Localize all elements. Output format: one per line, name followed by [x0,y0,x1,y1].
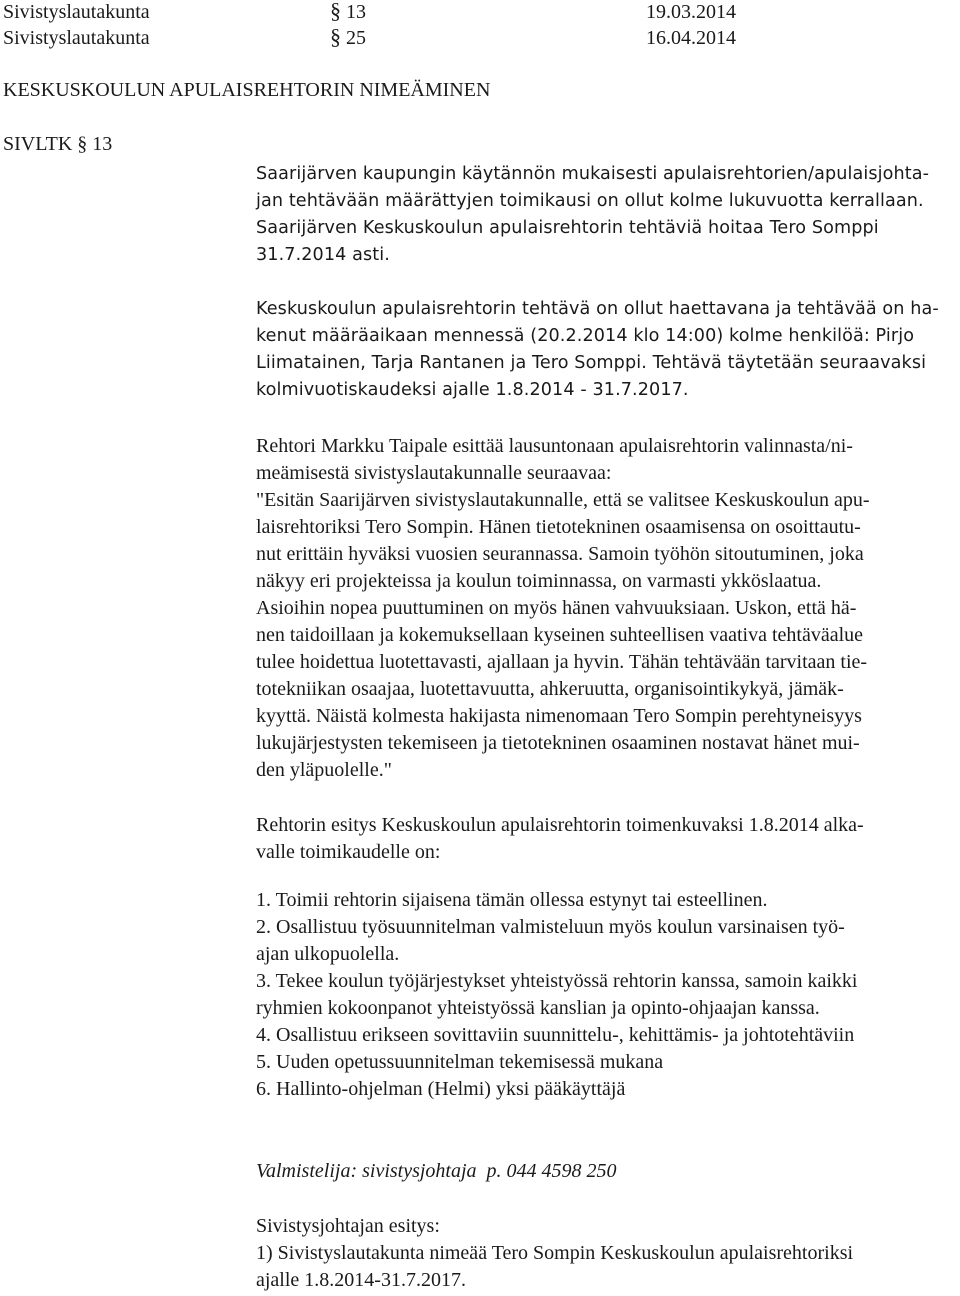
task-list-item: 2. Osallistuu työsuunnitelman valmisteluun myös koulun varsinaisen työ- [256,916,845,938]
paragraph1-line: Saarijärven Keskuskoulun apulaisrehtorin tehtäviä hoitaa Tero Somppi [256,218,879,238]
paragraph3-line: laisrehtoriksi Tero Sompin. Hänen tietotekninen osaamisensa on osoittautu- [256,516,861,538]
task-list-item: 5. Uuden opetussuunnitelman tekemisessä mukana [256,1051,664,1073]
task-list-item: 6. Hallinto-ohjelman (Helmi) yksi pääkäyttäjä [256,1078,626,1100]
paragraph3-line: "Esitän Saarijärven sivistyslautakunnalle, että se valitsee Keskuskoulun apu- [256,489,870,511]
meeting-date: 19.03.2014 [646,1,736,23]
reference: SIVLTK § 13 [3,133,113,155]
paragraph3-line: tulee hoidettua luotettavasti, ajallaan ja hyvin. Tähän tehtävään tarvitaan tie- [256,651,868,673]
paragraph3-line: nut erittäin hyväksi vuosien seurannassa. Samoin työhön sitoutuminen, joka [256,543,864,565]
paragraph2-line: kolmivuotiskaudeksi ajalle 1.8.2014 - 31.7.2017. [256,380,689,400]
paragraph3-line: kyyttä. Näistä kolmesta hakijasta nimenomaan Tero Sompin perehtyneisyys [256,705,862,727]
proposal-line: 1) Sivistyslautakunta nimeää Tero Sompin Keskuskoulun apulaisrehtoriksi [256,1242,854,1264]
paragraph3-line: totekniikan osaajaa, luotettavuutta, ahkeruutta, organisointikykyä, jämäk- [256,678,844,700]
proposal-heading: Sivistysjohtajan esitys: [256,1215,440,1237]
paragraph2-line: Keskuskoulun apulaisrehtorin tehtävä on ollut haettavana ja tehtävää on ha- [256,299,939,319]
paragraph3-line: Asioihin nopea puuttuminen on myös hänen vahvuuksiaan. Uskon, että hä- [256,597,857,619]
document-title: KESKUSKOULUN APULAISREHTORIN NIMEÄMINEN [3,79,491,101]
proposal-line: ajalle 1.8.2014-31.7.2017. [256,1269,466,1291]
paragraph4-line: valle toimikaudelle on: [256,841,441,863]
board-name: Sivistyslautakunta [3,27,150,49]
paragraph3-line: Rehtori Markku Taipale esittää lausuntonaan apulaisrehtorin valinnasta/ni- [256,435,853,457]
task-list-item: 4. Osallistuu erikseen sovittaviin suunnittelu-, kehittämis- ja johtotehtäviin [256,1024,855,1046]
paragraph3-line: nen taidoillaan ja kokemuksellaan kyseinen suhteellisen vaativa tehtäväalue [256,624,864,646]
paragraph1-line: jan tehtävään määrättyjen toimikausi on ollut kolme lukuvuotta kerrallaan. [256,191,924,211]
section-number: 13 [346,1,366,23]
section-sign: § [330,0,341,23]
paragraph3-line: meämisestä sivistyslautakunnalle seuraavaa: [256,462,612,484]
section-number: 25 [346,27,366,49]
task-list-item: 3. Tekee koulun työjärjestykset yhteistyössä rehtorin kanssa, samoin kaikki [256,970,858,992]
paragraph3-line: lukujärjestysten tekemiseen ja tietotekninen osaaminen nostavat hänet mui- [256,732,860,754]
preparer-line: Valmistelija: sivistysjohtaja p. 044 4598 250 [256,1160,617,1182]
board-name: Sivistyslautakunta [3,1,150,23]
meeting-date: 16.04.2014 [646,27,736,49]
paragraph4-line: Rehtorin esitys Keskuskoulun apulaisrehtorin toimenkuvaksi 1.8.2014 alka- [256,814,864,836]
task-list-item: ajan ulkopuolella. [256,943,400,965]
paragraph1-line: Saarijärven kaupungin käytännön mukaisesti apulaisrehtorien/apulaisjohta- [256,164,930,184]
paragraph3-line: den yläpuolelle." [256,759,392,781]
paragraph2-line: kenut määräaikaan mennessä (20.2.2014 klo 14:00) kolme henkilöä: Pirjo [256,326,915,346]
paragraph3-line: näkyy eri projekteissa ja koulun toiminnassa, on varmasti ykköslaatua. [256,570,822,592]
task-list-item: 1. Toimii rehtorin sijaisena tämän ollessa estynyt tai esteellinen. [256,889,768,911]
paragraph2-line: Liimatainen, Tarja Rantanen ja Tero Somppi. Tehtävä täytetään seuraavaksi [256,353,927,373]
paragraph1-line: 31.7.2014 asti. [256,245,390,265]
section-sign: § [330,24,341,49]
task-list-item: ryhmien kokoonpanot yhteistyössä kanslian ja opinto-ohjaajan kanssa. [256,997,820,1019]
